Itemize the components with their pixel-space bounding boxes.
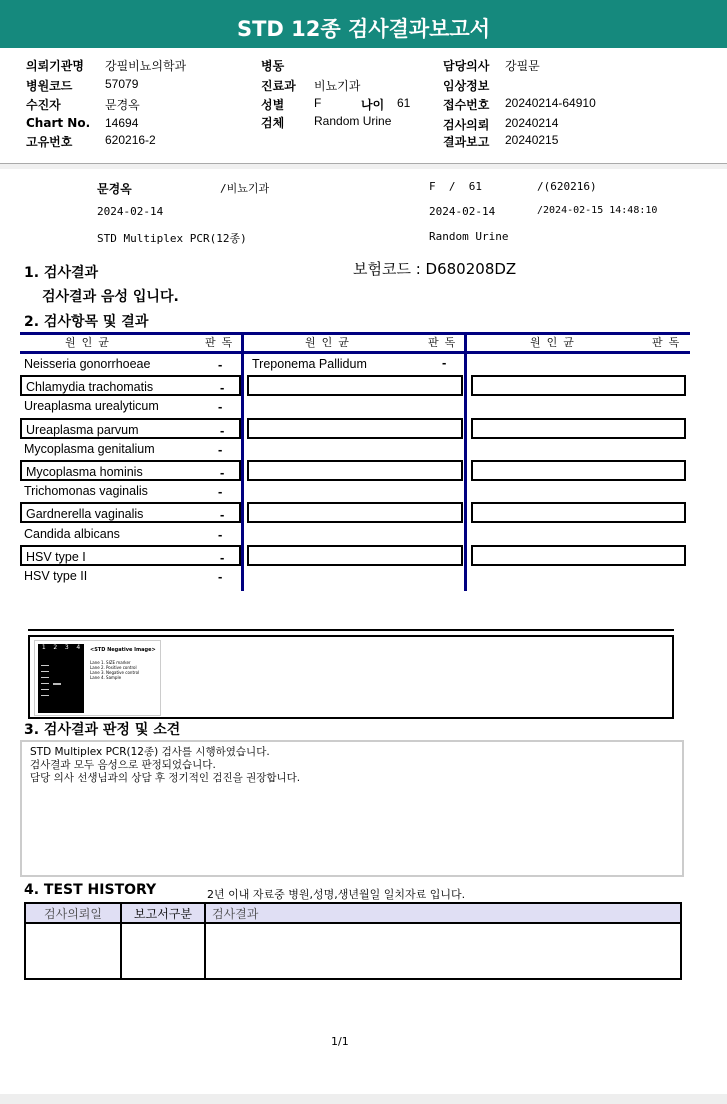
info-label: 병원코드 [26, 79, 73, 93]
gel-legend-item: Lane 3. Negative control [90, 670, 140, 675]
info-label: 결과보고 [443, 135, 490, 149]
section4-title: 4. TEST HISTORY [24, 882, 157, 898]
info-value: 강필문 [505, 59, 540, 73]
page-number: 1/1 [331, 1035, 349, 1048]
comments-box [20, 740, 684, 877]
result-row [471, 502, 686, 523]
info-value: 비뇨기과 [314, 79, 361, 93]
result-row [20, 481, 241, 502]
result-row [247, 418, 463, 439]
lane-label: 2 [53, 644, 58, 651]
header-organism: 원인균 [305, 336, 355, 349]
age-label: 나이 [361, 98, 385, 112]
footer-bar [0, 1094, 727, 1104]
info-label: Chart No. [26, 116, 91, 130]
info-label: 검사의뢰 [443, 118, 490, 132]
info-value: 문경옥 [105, 98, 140, 112]
result-row [20, 502, 241, 523]
result-value: - [442, 355, 447, 370]
section2-title: 2. 검사항목 및 결과 [24, 314, 149, 330]
gel-title: <STD Negative Image> [90, 647, 156, 653]
result-row [20, 439, 241, 460]
result-value: - [220, 422, 225, 438]
info-label: 담당의사 [443, 59, 490, 73]
result-value: - [220, 465, 225, 480]
info-label: 수진자 [26, 98, 61, 112]
result-row [247, 502, 463, 523]
column-divider [241, 333, 244, 591]
comment-line: STD Multiplex PCR(12종) 검사를 시행하였습니다. [30, 746, 270, 758]
summary-dept: /비뇨기과 [220, 182, 270, 195]
organism-name: Candida albicans [24, 526, 120, 541]
result-value: - [220, 549, 225, 565]
info-label: 성별 [261, 98, 285, 112]
gel-image [34, 640, 161, 716]
result-row [248, 354, 464, 375]
comment-line: 검사결과 모두 음성으로 판정되었습니다. [30, 759, 216, 771]
header-judge: 판독 [652, 336, 686, 349]
info-value: 20240215 [505, 133, 559, 147]
gel-legend-item: Lane 4. Sample [90, 675, 122, 680]
result-row [20, 396, 241, 417]
age-value: 61 [397, 96, 411, 110]
result-value: - [218, 569, 223, 584]
organism-name: Mycoplasma hominis [26, 465, 143, 479]
gel-image-frame [28, 635, 674, 719]
result-value: - [220, 507, 225, 523]
organism-name: Trichomonas vaginalis [24, 484, 148, 499]
result-row [20, 545, 241, 566]
size-marker-bands [41, 660, 49, 700]
info-value: F [314, 96, 322, 110]
info-label: 고유번호 [26, 135, 73, 149]
divider [0, 163, 727, 169]
info-label: 임상정보 [443, 79, 490, 93]
result-row [471, 460, 686, 481]
result-row [20, 524, 241, 545]
summary-date1: 2024-02-14 [97, 205, 164, 218]
info-value: Random Urine [314, 114, 392, 128]
result-value: - [218, 357, 223, 372]
organism-name: Ureaplasma urealyticum [24, 399, 159, 414]
result-row [20, 418, 241, 439]
result-row [247, 375, 463, 396]
result-row [471, 375, 686, 396]
history-cell [121, 923, 205, 979]
organism-name: Chlamydia trachomatis [26, 380, 154, 395]
section1-title: 1. 검사결과 [24, 265, 99, 281]
result-value: - [218, 399, 223, 415]
result-row [471, 418, 686, 439]
lane-label: 1 [41, 644, 46, 651]
column-divider [464, 333, 467, 591]
history-cell [25, 923, 121, 979]
result-row [471, 545, 686, 566]
summary-test: STD Multiplex PCR(12종) [97, 232, 247, 245]
organism-name: HSV type II [24, 569, 88, 583]
section3-title: 3. 검사결과 판정 및 소견 [24, 722, 181, 738]
organism-name: Mycoplasma genitalium [24, 441, 155, 456]
info-label: 검체 [261, 116, 285, 130]
history-header: 검사결과 [205, 903, 681, 923]
summary-name: 문경옥 [97, 182, 132, 196]
result-row [20, 566, 241, 587]
gel-legend-item: Lane 1. SIZE marker [90, 660, 131, 665]
header-organism: 원인균 [65, 336, 115, 349]
history-note: 2년 이내 자료중 병원,성명,생년월일 일치자료 입니다. [207, 888, 466, 901]
lane-label: 4 [76, 644, 81, 651]
comment-line: 담당 의사 선생님과의 상담 후 정기적인 검진을 권장합니다. [30, 772, 301, 784]
summary-sexage: F / 61 [429, 180, 482, 193]
header-judge: 판독 [205, 336, 239, 349]
insurance-code: 보험코드 : D680208DZ [353, 260, 517, 278]
info-label: 진료과 [261, 79, 296, 93]
info-value: 57079 [105, 77, 139, 91]
organism-name: Treponema Pallidum [252, 357, 367, 371]
organism-name: Neisseria gonorrhoeae [24, 357, 151, 371]
result-value: - [218, 526, 223, 542]
summary-specimen: Random Urine [429, 230, 509, 243]
gel-legend-item: Lane 2. Positive control [90, 665, 137, 670]
info-label: 병동 [261, 59, 285, 73]
summary-date2: 2024-02-14 [429, 205, 496, 218]
result-summary: 검사결과 음성 입니다. [42, 289, 179, 305]
history-table [24, 902, 682, 980]
history-cell [205, 923, 681, 979]
result-row [247, 545, 463, 566]
result-value: - [218, 484, 223, 500]
result-row [20, 375, 241, 396]
gel-lanes [38, 644, 84, 713]
organism-name: HSV type I [26, 549, 86, 564]
history-header: 보고서구분 [121, 903, 205, 923]
result-row [247, 460, 463, 481]
info-value: 20240214-64910 [505, 96, 596, 110]
organism-name: Ureaplasma parvum [26, 422, 139, 437]
lane-label: 3 [64, 644, 69, 651]
positive-band [53, 683, 61, 685]
info-value: 강필비뇨의학과 [105, 59, 187, 73]
result-row [20, 460, 241, 481]
result-value: - [218, 441, 223, 457]
organism-name: Gardnerella vaginalis [26, 507, 144, 522]
info-value: 14694 [105, 116, 139, 130]
summary-datetime: /2024-02-15 14:48:10 [537, 205, 658, 216]
header-judge: 판독 [428, 336, 462, 349]
header-organism: 원인균 [530, 336, 580, 349]
result-value: - [220, 380, 225, 396]
divider [28, 629, 674, 631]
table-top-line [20, 332, 690, 335]
result-row [20, 354, 241, 375]
info-value: 620216-2 [105, 133, 156, 147]
info-label: 접수번호 [443, 98, 490, 112]
history-header: 검사의뢰일 [25, 903, 121, 923]
info-value: 20240214 [505, 116, 559, 130]
report-title: STD 12종 검사결과보고서 [0, 0, 727, 48]
summary-id: /(620216) [537, 180, 597, 193]
info-label: 의뢰기관명 [26, 59, 84, 73]
